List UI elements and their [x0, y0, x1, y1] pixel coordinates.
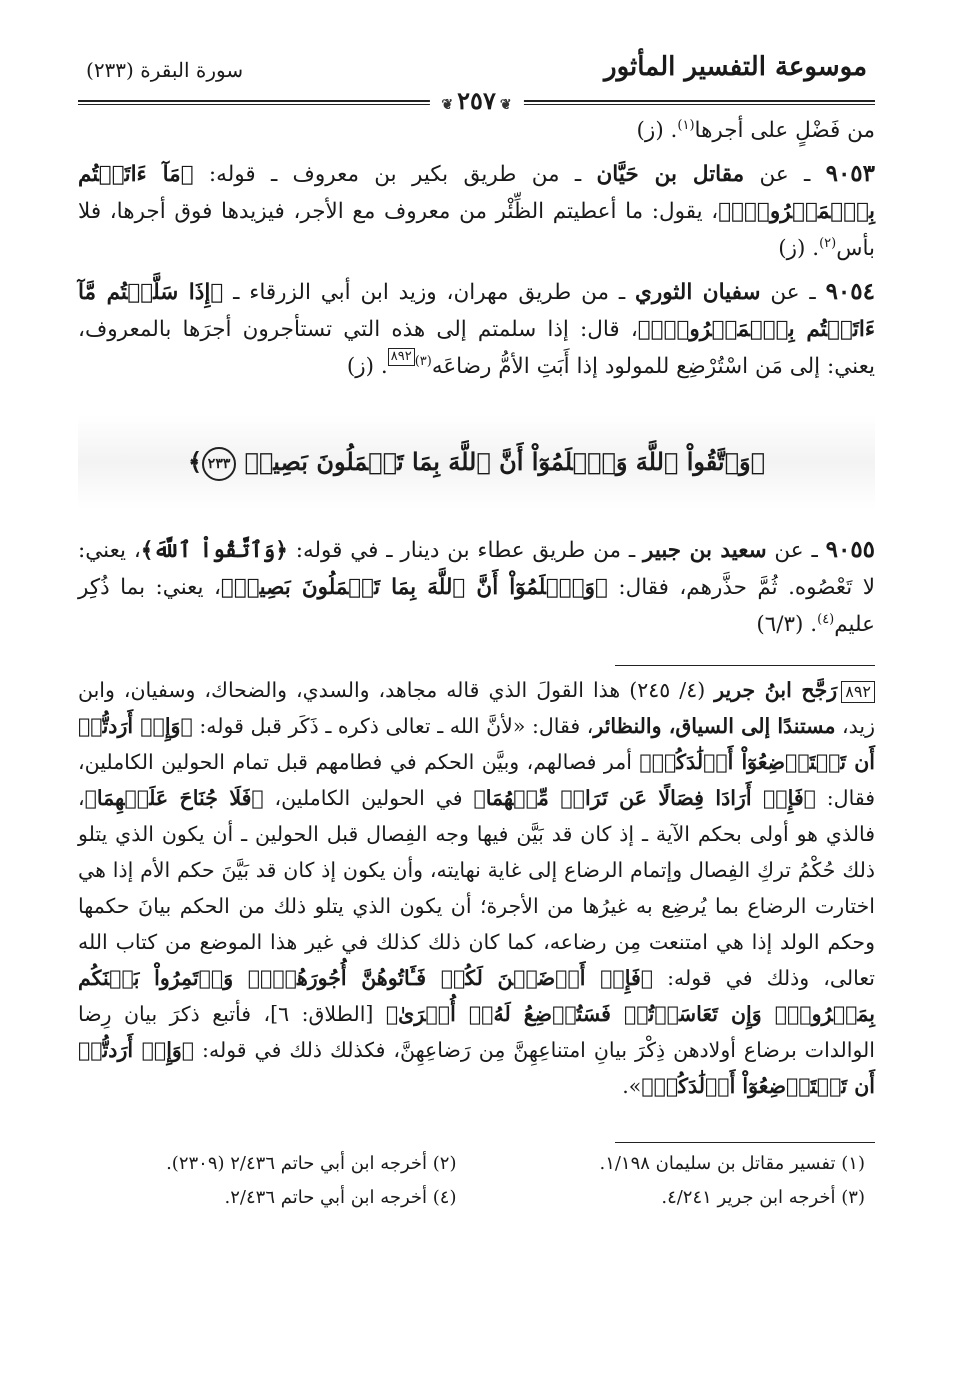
note-ref: (٤/ ٢٤٥) — [620, 677, 715, 702]
note-label: ٨٩٢ — [841, 681, 875, 703]
entry-body: ، يعني: لا تَعْصُوه. ثُمَّ حذَّرهم، فقال: — [78, 537, 875, 600]
entry-9053 — [78, 155, 875, 267]
rule-right — [505, 100, 875, 105]
surah-name: سورة البقرة — [140, 58, 244, 82]
page-number: ٢٥٧ — [457, 86, 496, 115]
book-title: موسوعة التفسير المأثور — [604, 52, 867, 82]
quran-quote: ﴿وَإِنۡ أَرَدتُّمۡ أَن تَسۡتَرۡضِعُوٓاْ أَوۡلَٰدَكُمۡ﴾ — [78, 713, 875, 774]
entry-body: ، يقول: ما أعطيتم الظِّئْر من معروف مع الأجر، فيزيدها فوق أجرها، فلا بأس — [78, 199, 875, 261]
entry-9054 — [78, 273, 875, 385]
ornament-icon: ❦ — [499, 97, 512, 113]
isnad-chain: ـ من طريق عطاء بن دينار ـ في قوله: — [287, 537, 643, 563]
note-text: ، فالذي هو أولى بحكم الآية ـ إذ كان قد بَيَّن فيها وجه الفِصال قبل الحولين ـ أن يكون الذي يتلو ذلك حُكْمُ تركِ الفِصال وإتمام الرضاع إلى غاية نهايته، وأن يكون إذ كان قد بَيَّنَ حكم الأم إذا هي اختارت الرضاع بما يُرضِع به غيرُها من الأجرة؛ أن يكون الذي يتلو ذلك من الحكم بيانَ حكمها وحكم الولد إذا هي امتنعت مِن رضاعه، كما كان ذلك كذلك في غير هذا الموضع من كتاب الله تعالى، وذلك في قوله: — [78, 785, 875, 990]
ayah-close: ﴾ — [188, 447, 203, 476]
entry-pre: ـ عن — [766, 537, 826, 563]
footnotes — [78, 1151, 875, 1211]
note-text: أمر فصالهم، وبيَّن الحكم في فطامهم قبل تمام الحولين الكاملين، فقال: — [78, 749, 875, 810]
surah-header — [86, 58, 243, 82]
entry-body: ، يعني: بما ذُكِر عليم — [78, 574, 875, 637]
footnote-marker: (١) — [677, 117, 695, 133]
footnote-marker: (٤) — [817, 611, 835, 627]
source-tag: . (ز) — [346, 354, 388, 379]
ayah-banner — [78, 415, 875, 509]
entry-body: ، قال: إذا سلمتم إلى هذه التي تستأجرون أجرَها بالمعروف، يعني: إلى مَن اسْتُرْضِع للمولود إذا أَبَتِ الأمُّ رضاعَه — [78, 317, 875, 379]
entry-number: ٩٠٥٥ — [825, 535, 876, 563]
quran-quote: ﴿مَآ ءَاتَيۡتُم بِٱلۡمَعۡرُوفِۗ﴾ — [78, 162, 875, 224]
rule-left — [78, 100, 433, 105]
isnad-chain: ـ من طريق بكير بن معروف ـ قوله: — [193, 162, 597, 187]
note-text: هذا القولَ الذي قاله مجاهد، والسدي، والضحاك، وسفيان، وابن زيد، — [78, 677, 876, 738]
narrator-name: سفيان الثوري — [634, 280, 761, 305]
page — [78, 50, 875, 1369]
entry-number: ٩٠٥٣ — [825, 160, 876, 187]
page-header — [78, 50, 875, 90]
quran-quote: ﴿وَٱتَّقُواْ ٱللَّهَ﴾ — [140, 537, 288, 563]
source-tag: . (ز) — [636, 118, 678, 143]
narrator-name: سعيد بن جبير — [642, 537, 767, 563]
footnote-item: (١) تفسير مقاتل بن سليمان ١/١٩٨. — [599, 1152, 865, 1174]
note-reference: ٨٩٢ — [388, 348, 415, 366]
entry-pre: ـ عن — [744, 162, 826, 187]
quran-quote: ﴿وَٱعۡلَمُوٓاْ أَنَّ ٱللَّهَ بِمَا تَعۡمَلُونَ بَصِيرٞ﴾ — [220, 574, 608, 600]
isnad-chain: ـ من طريق مهران، وزيد ابن أبي الزرقاء ـ — [223, 280, 635, 305]
footnote-item: (٢) أخرجه ابن أبي حاتم ٢/٤٣٦ (٢٣٠٩). — [166, 1152, 457, 1174]
footnote-item: (٤) أخرجه ابن أبي حاتم ٢/٤٣٦. — [224, 1186, 457, 1208]
entry-number: ٩٠٥٤ — [825, 278, 875, 305]
narrator-name: مقاتل بن حَيَّان — [596, 162, 745, 187]
note-emphasis: مستندًا إلى السياق، والنظائر — [593, 713, 836, 738]
notes-separator — [615, 665, 875, 666]
quran-quote: ﴿وَإِنۡ أَرَدتُّمۡ أَن تَسۡتَرۡضِعُوٓاْ أَوۡلَٰدَكُمۡ﴾ — [78, 1037, 875, 1098]
entry-pre: ـ عن — [760, 280, 826, 305]
note-text: ». — [622, 1073, 642, 1098]
page-number-block — [429, 86, 523, 115]
footnotes-separator — [615, 1142, 875, 1143]
main-text — [78, 112, 875, 643]
note-text: في الحولين الكاملين، — [263, 785, 474, 810]
note-text: [الطلاق: ٦]، فأتبع ذكرَ بيان رِضا الوالدات برضاع أولادهن ذِكْرَ بيانِ امتناعِهِنَّ مِن رَضاعِهِنَّ، فكذلك ذلك في قوله: — [78, 1001, 875, 1062]
header-rule — [78, 86, 875, 115]
verse-number-icon: ٢٣٣ — [202, 447, 236, 481]
intro-text: من فَضْلٍ على أجرها — [694, 118, 875, 143]
note-text: ، فقال: «لأنَّ الله ـ تعالى ذكره ـ ذَكَر قبل قوله: — [192, 713, 594, 738]
entry-9055 — [78, 531, 875, 643]
verse-ref: (٢٣٣) — [86, 58, 134, 82]
quran-quote: ﴿فَإِنۡ أَرَادَا فِصَالًا عَن تَرَاضٖ مِّنۡهُمَا﴾ — [473, 785, 816, 810]
source-tag: . (ز) — [778, 236, 820, 261]
intro-paragraph — [78, 112, 875, 149]
footnote-marker: (٢) — [819, 235, 837, 251]
footnote-item: (٣) أخرجه ابن جرير ٤/٢٤١. — [661, 1186, 865, 1208]
note-head: رَجَّح ابنُ جرير — [714, 677, 838, 702]
footnote-marker: (٣) — [414, 353, 432, 369]
quran-quote: ﴿إِذَا سَلَّمۡتُم مَّآ ءَاتَيۡتُم بِٱلۡمَعۡرُوفِۗ﴾ — [78, 280, 875, 342]
quran-quote: ﴿فَلَا جُنَاحَ عَلَيۡهِمَا﴾ — [84, 785, 264, 810]
ayah-text: ﴿وَٱتَّقُواْ ٱللَّهَ وَٱعۡلَمُوٓاْ أَنَّ ٱللَّهَ بِمَا تَعۡمَلُونَ بَصِيرٞ — [244, 447, 765, 476]
quran-quote: ﴿فَإِنۡ أَرۡضَعۡنَ لَكُمۡ فَـَٔاتُوهُنَّ أُجُورَهُنَّۖ وَأۡتَمِرُواْ بَيۡنَكُم بِمَعۡرُوفٖۖ وَإِن تَعَاسَرۡتُمۡ فَسَتُرۡضِعُ لَهُۥٓ أُخۡرَىٰ﴾ — [78, 965, 875, 1026]
note-892 — [78, 672, 875, 1104]
source-tag: . (٦/٣) — [756, 611, 818, 637]
ornament-icon: ❦ — [441, 97, 454, 113]
